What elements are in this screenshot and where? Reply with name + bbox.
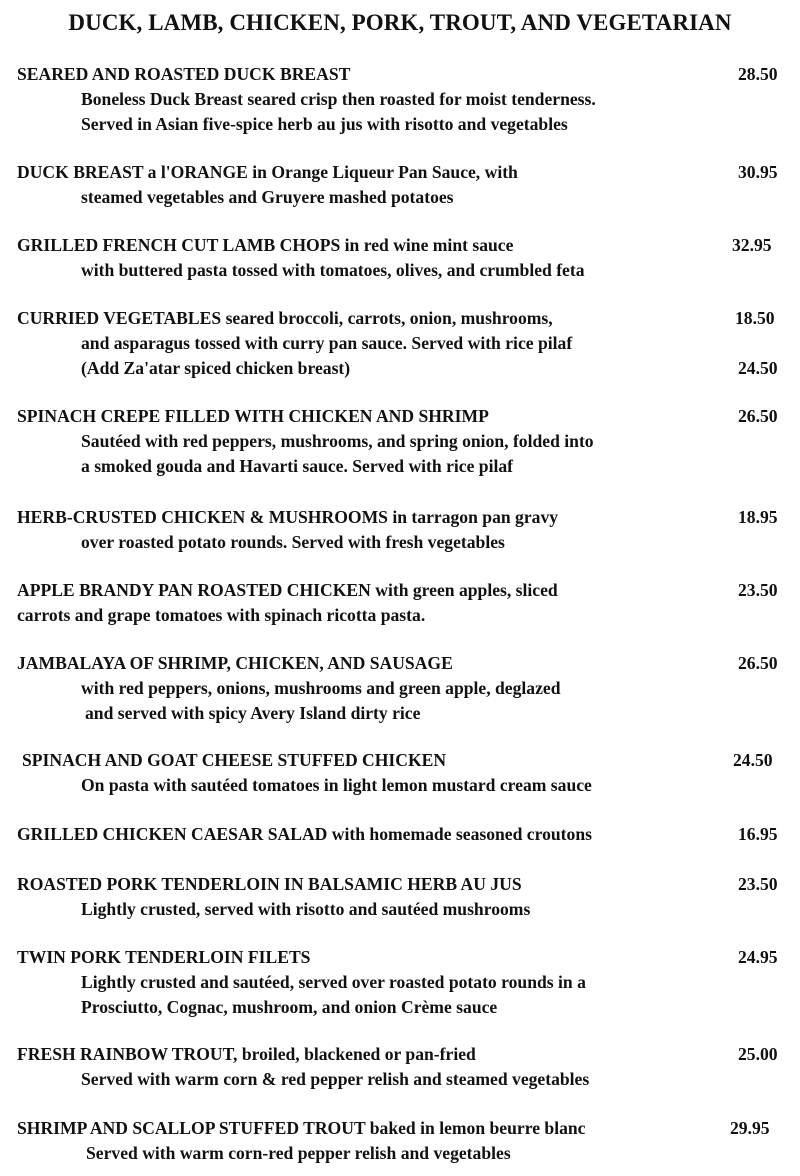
- item-price: 26.50: [738, 653, 778, 673]
- item-price: 29.95: [730, 1118, 770, 1138]
- item-price: 28.50: [738, 64, 778, 84]
- item-price: 30.95: [738, 162, 778, 182]
- item-description: over roasted potato rounds. Served with fresh vegetables: [81, 532, 505, 552]
- item-description: and asparagus tossed with curry pan sauce. Served with rice pilaf: [81, 333, 573, 353]
- item-price: 16.95: [738, 824, 778, 844]
- menu-item: [0, 748, 800, 798]
- page-title: DUCK, LAMB, CHICKEN, PORK, TROUT, AND VEGETARIAN: [68, 10, 732, 35]
- menu-item: [0, 1042, 800, 1092]
- item-name: GRILLED FRENCH CUT LAMB CHOPS in red wine mint sauce: [17, 235, 514, 255]
- item-price: 24.50: [733, 750, 773, 770]
- item-description: Prosciutto, Cognac, mushroom, and onion Crème sauce: [81, 997, 498, 1017]
- item-price: 26.50: [738, 406, 778, 426]
- menu-item: [0, 1116, 800, 1166]
- menu-item: [0, 651, 800, 726]
- item-name: SEARED AND ROASTED DUCK BREAST: [17, 64, 351, 84]
- item-price: 23.50: [738, 580, 778, 600]
- item-description: Served with warm corn-red pepper relish and vegetables: [86, 1143, 511, 1163]
- item-description: with buttered pasta tossed with tomatoes, olives, and crumbled feta: [81, 260, 585, 280]
- item-name: SPINACH CREPE FILLED WITH CHICKEN AND SHRIMP: [17, 406, 489, 426]
- item-name: HERB-CRUSTED CHICKEN & MUSHROOMS in tarragon pan gravy: [17, 507, 559, 527]
- item-description: Served in Asian five-spice herb au jus with risotto and vegetables: [81, 114, 568, 134]
- item-name: SHRIMP AND SCALLOP STUFFED TROUT baked in lemon beurre blanc: [17, 1118, 586, 1138]
- item-name: CURRIED VEGETABLES seared broccoli, carrots, onion, mushrooms,: [17, 308, 553, 328]
- item-description: and served with spicy Avery Island dirty rice: [85, 703, 421, 723]
- item-description: a smoked gouda and Havarti sauce. Served with rice pilaf: [81, 456, 514, 476]
- menu-item: [0, 233, 800, 283]
- item-description: Lightly crusted, served with risotto and sautéed mushrooms: [81, 899, 531, 919]
- menu-item: [0, 822, 800, 847]
- menu-item: [0, 872, 800, 922]
- item-name: GRILLED CHICKEN CAESAR SALAD with homemade seasoned croutons: [17, 824, 592, 844]
- item-name: APPLE BRANDY PAN ROASTED CHICKEN with green apples, sliced: [17, 580, 558, 600]
- item-price: 18.95: [738, 507, 778, 527]
- item-name: SPINACH AND GOAT CHEESE STUFFED CHICKEN: [22, 750, 447, 770]
- menu-item: [0, 945, 800, 1020]
- item-description: steamed vegetables and Gruyere mashed potatoes: [81, 187, 454, 207]
- item-name: JAMBALAYA OF SHRIMP, CHICKEN, AND SAUSAGE: [17, 653, 453, 673]
- item-price: 32.95: [732, 235, 772, 255]
- item-name: TWIN PORK TENDERLOIN FILETS: [17, 947, 311, 967]
- menu-item: [0, 578, 800, 628]
- item-description: Lightly crusted and sautéed, served over roasted potato rounds in a: [81, 972, 586, 992]
- item-price: 24.95: [738, 947, 778, 967]
- item-description: Boneless Duck Breast seared crisp then roasted for moist tenderness.: [81, 89, 596, 109]
- item-description: On pasta with sautéed tomatoes in light lemon mustard cream sauce: [81, 775, 592, 795]
- item-extra-price: 24.50: [738, 358, 778, 378]
- menu-item: [0, 404, 800, 479]
- item-price: 18.50: [735, 308, 775, 328]
- menu-item: [0, 160, 800, 210]
- item-description: with red peppers, onions, mushrooms and green apple, deglazed: [81, 678, 561, 698]
- item-name: DUCK BREAST a l'ORANGE in Orange Liqueur Pan Sauce, with: [17, 162, 518, 182]
- item-name: FRESH RAINBOW TROUT, broiled, blackened or pan-fried: [17, 1044, 476, 1064]
- item-description: carrots and grape tomatoes with spinach ricotta pasta.: [17, 605, 426, 625]
- item-price: 23.50: [738, 874, 778, 894]
- menu-item: [0, 306, 800, 381]
- item-description: (Add Za'atar spiced chicken breast): [81, 358, 351, 378]
- menu-item: [0, 62, 800, 137]
- item-price: 25.00: [738, 1044, 778, 1064]
- item-name: ROASTED PORK TENDERLOIN IN BALSAMIC HERB AU JUS: [17, 874, 522, 894]
- item-description: Sautéed with red peppers, mushrooms, and spring onion, folded into: [81, 431, 594, 451]
- item-description: Served with warm corn & red pepper relish and steamed vegetables: [81, 1069, 590, 1089]
- menu-item: [0, 505, 800, 555]
